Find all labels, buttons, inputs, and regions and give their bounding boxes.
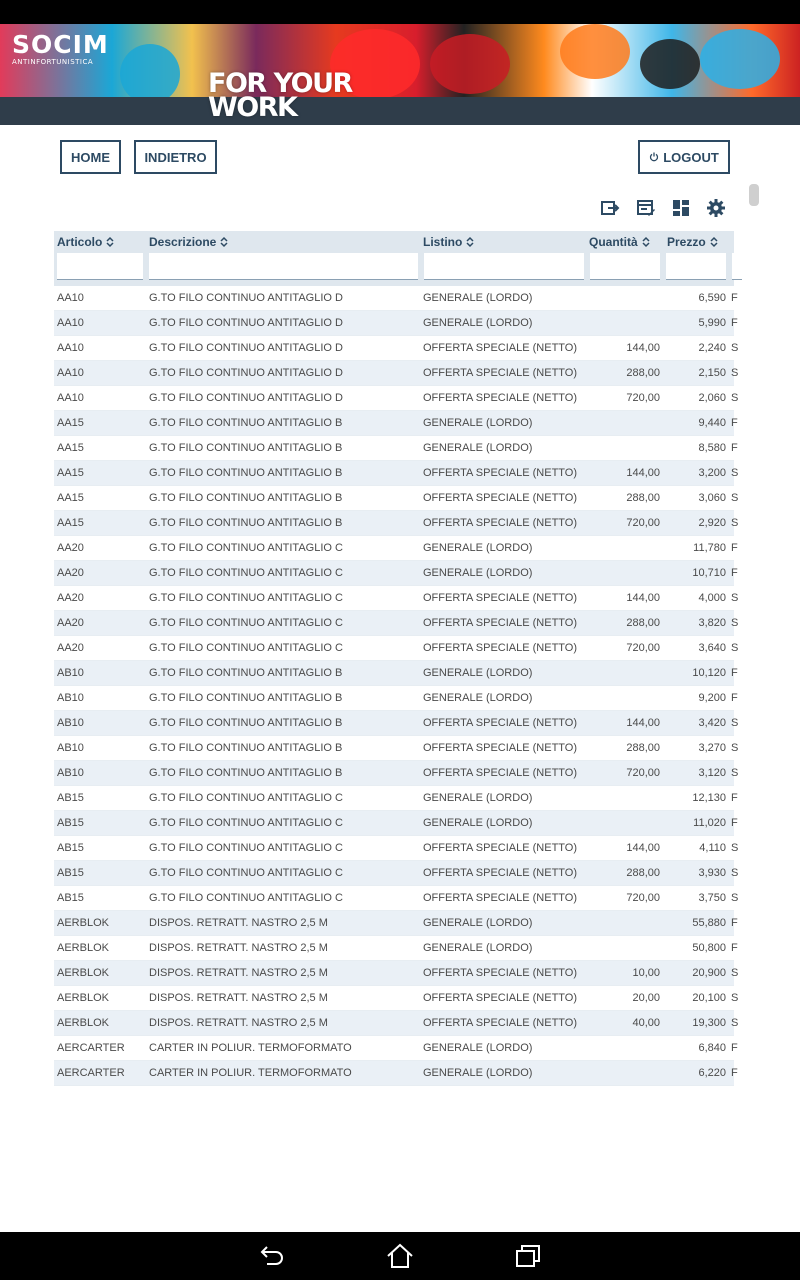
cell-prezzo: 2,920 <box>698 517 726 529</box>
cell-listino: OFFERTA SPECIALE (NETTO) <box>423 967 578 979</box>
cell-quantita <box>589 786 660 811</box>
cell-listino: GENERALE (LORDO) <box>423 667 533 679</box>
layout-grid-icon[interactable] <box>671 198 691 218</box>
cell-extra: S <box>731 1017 739 1029</box>
cell-articolo: AA20 <box>57 642 84 654</box>
cell-listino: GENERALE (LORDO) <box>423 317 533 329</box>
cell-articolo: AA10 <box>57 317 84 329</box>
cell-extra: F <box>731 792 738 804</box>
column-header-listino[interactable]: Listino <box>423 231 474 253</box>
cell-descrizione: G.TO FILO CONTINUO ANTITAGLIO B <box>149 742 343 754</box>
cell-articolo: AA10 <box>57 342 84 354</box>
cell-articolo: AB10 <box>57 767 84 779</box>
cell-quantita: 720,00 <box>626 892 660 904</box>
scrollbar-thumb[interactable] <box>749 184 759 206</box>
cell-extra: S <box>731 517 739 529</box>
gear-icon[interactable] <box>706 198 726 218</box>
column-header-descrizione[interactable]: Descrizione <box>149 231 228 253</box>
cell-articolo: AA15 <box>57 467 84 479</box>
cell-extra: S <box>731 642 739 654</box>
cell-quantita <box>589 536 660 561</box>
cell-listino: OFFERTA SPECIALE (NETTO) <box>423 367 578 379</box>
table-row[interactable] <box>54 686 738 711</box>
cell-articolo: AA15 <box>57 417 84 429</box>
cell-descrizione: G.TO FILO CONTINUO ANTITAGLIO B <box>149 492 343 504</box>
table-row[interactable] <box>54 961 739 986</box>
sort-icon <box>220 236 228 248</box>
cell-descrizione: G.TO FILO CONTINUO ANTITAGLIO D <box>149 392 343 404</box>
cell-extra: S <box>731 342 739 354</box>
table-row[interactable] <box>54 436 738 461</box>
cell-prezzo: 2,150 <box>698 367 726 379</box>
cell-articolo: AERBLOK <box>57 942 109 954</box>
cell-descrizione: G.TO FILO CONTINUO ANTITAGLIO C <box>149 617 343 629</box>
cell-quantita: 288,00 <box>626 867 660 879</box>
android-nav-bar <box>0 1232 800 1280</box>
cell-listino: GENERALE (LORDO) <box>423 1042 533 1054</box>
cell-articolo: AERBLOK <box>57 917 109 929</box>
cell-quantita: 144,00 <box>626 592 660 604</box>
table-row[interactable] <box>54 336 739 361</box>
cell-listino: OFFERTA SPECIALE (NETTO) <box>423 517 578 529</box>
cell-articolo: AB15 <box>57 792 84 804</box>
cell-articolo: AA15 <box>57 517 84 529</box>
table-row[interactable] <box>54 786 738 811</box>
cell-quantita <box>589 911 660 936</box>
cell-extra: S <box>731 742 739 754</box>
table-row[interactable] <box>54 1011 739 1036</box>
cell-listino: OFFERTA SPECIALE (NETTO) <box>423 1017 578 1029</box>
cell-extra: S <box>731 992 739 1004</box>
table-row[interactable] <box>54 636 739 661</box>
cell-descrizione: CARTER IN POLIUR. TERMOFORMATO <box>149 1067 352 1079</box>
cell-quantita: 720,00 <box>626 642 660 654</box>
cell-prezzo: 10,710 <box>692 567 726 579</box>
cell-descrizione: DISPOS. RETRATT. NASTRO 2,5 M <box>149 967 328 979</box>
cell-prezzo: 12,130 <box>692 792 726 804</box>
cell-articolo: AA15 <box>57 442 84 454</box>
sort-icon <box>642 236 650 248</box>
cell-articolo: AB15 <box>57 867 84 879</box>
cell-extra: F <box>731 1067 738 1079</box>
cell-prezzo: 2,240 <box>698 342 726 354</box>
table-row[interactable] <box>54 511 739 536</box>
header-banner <box>0 24 800 125</box>
export-icon[interactable] <box>600 198 620 218</box>
cell-quantita: 144,00 <box>626 717 660 729</box>
cell-prezzo: 5,990 <box>698 317 726 329</box>
cell-extra: S <box>731 892 739 904</box>
cell-listino: GENERALE (LORDO) <box>423 542 533 554</box>
cell-prezzo: 3,420 <box>698 717 726 729</box>
cell-descrizione: G.TO FILO CONTINUO ANTITAGLIO B <box>149 517 343 529</box>
cell-extra: S <box>731 717 739 729</box>
table-row[interactable] <box>54 486 739 511</box>
cell-extra: S <box>731 767 739 779</box>
recent-apps-icon[interactable] <box>513 1242 543 1270</box>
status-bar <box>0 0 800 24</box>
cell-extra: S <box>731 367 739 379</box>
filter-articolo-input[interactable] <box>57 253 143 280</box>
cell-prezzo: 10,120 <box>692 667 726 679</box>
cell-descrizione: G.TO FILO CONTINUO ANTITAGLIO C <box>149 842 343 854</box>
cell-extra: S <box>731 842 739 854</box>
cell-extra: S <box>731 492 739 504</box>
cell-descrizione: G.TO FILO CONTINUO ANTITAGLIO D <box>149 292 343 304</box>
logout-button[interactable]: LOGOUT <box>638 140 730 174</box>
cell-extra: F <box>731 1042 738 1054</box>
cell-extra: F <box>731 817 738 829</box>
table-row[interactable] <box>54 586 739 611</box>
table-row[interactable] <box>54 886 739 911</box>
cell-articolo: AA20 <box>57 542 84 554</box>
cell-extra: F <box>731 292 738 304</box>
cell-quantita <box>589 1036 660 1061</box>
cell-extra: F <box>731 917 738 929</box>
cell-quantita: 288,00 <box>626 492 660 504</box>
cell-quantita: 288,00 <box>626 742 660 754</box>
cell-descrizione: G.TO FILO CONTINUO ANTITAGLIO B <box>149 717 343 729</box>
cell-listino: OFFERTA SPECIALE (NETTO) <box>423 467 578 479</box>
cell-listino: GENERALE (LORDO) <box>423 692 533 704</box>
cell-prezzo: 19,300 <box>692 1017 726 1029</box>
cell-descrizione: G.TO FILO CONTINUO ANTITAGLIO B <box>149 692 343 704</box>
sort-icon <box>106 236 114 248</box>
cell-descrizione: DISPOS. RETRATT. NASTRO 2,5 M <box>149 942 328 954</box>
cell-listino: GENERALE (LORDO) <box>423 292 533 304</box>
cell-descrizione: G.TO FILO CONTINUO ANTITAGLIO B <box>149 767 343 779</box>
table-row[interactable] <box>54 861 739 886</box>
cell-descrizione: G.TO FILO CONTINUO ANTITAGLIO B <box>149 417 343 429</box>
home-button[interactable]: HOME <box>60 140 121 174</box>
table-body <box>54 286 739 1086</box>
table-header <box>54 231 734 286</box>
cell-listino: OFFERTA SPECIALE (NETTO) <box>423 867 578 879</box>
cell-listino: GENERALE (LORDO) <box>423 417 533 429</box>
cell-quantita <box>589 661 660 686</box>
cell-articolo: AERCARTER <box>57 1067 125 1079</box>
cell-prezzo: 3,750 <box>698 892 726 904</box>
cell-descrizione: DISPOS. RETRATT. NASTRO 2,5 M <box>149 1017 328 1029</box>
cell-listino: OFFERTA SPECIALE (NETTO) <box>423 592 578 604</box>
cell-listino: GENERALE (LORDO) <box>423 817 533 829</box>
cell-descrizione: G.TO FILO CONTINUO ANTITAGLIO C <box>149 867 343 879</box>
table-row[interactable] <box>54 561 738 586</box>
cell-quantita <box>589 311 660 336</box>
cell-extra: S <box>731 967 739 979</box>
table-row[interactable] <box>54 836 739 861</box>
back-button[interactable]: INDIETRO <box>134 140 217 174</box>
cell-extra: F <box>731 667 738 679</box>
cell-quantita: 10,00 <box>632 967 660 979</box>
column-header-prezzo[interactable]: Prezzo <box>667 231 718 253</box>
cell-articolo: AB10 <box>57 692 84 704</box>
cell-prezzo: 20,900 <box>692 967 726 979</box>
cell-listino: OFFERTA SPECIALE (NETTO) <box>423 767 578 779</box>
table-row[interactable] <box>54 661 738 686</box>
table-row[interactable] <box>54 386 739 411</box>
cell-quantita: 720,00 <box>626 392 660 404</box>
cell-articolo: AERBLOK <box>57 992 109 1004</box>
cell-prezzo: 6,590 <box>698 292 726 304</box>
table-row[interactable] <box>54 761 739 786</box>
cell-prezzo: 8,580 <box>698 442 726 454</box>
cell-listino: OFFERTA SPECIALE (NETTO) <box>423 642 578 654</box>
cell-extra: F <box>731 317 738 329</box>
cell-listino: OFFERTA SPECIALE (NETTO) <box>423 992 578 1004</box>
cell-quantita: 144,00 <box>626 342 660 354</box>
cell-quantita: 144,00 <box>626 467 660 479</box>
cell-listino: OFFERTA SPECIALE (NETTO) <box>423 717 578 729</box>
cell-descrizione: DISPOS. RETRATT. NASTRO 2,5 M <box>149 992 328 1004</box>
power-icon <box>649 152 659 162</box>
cell-extra: S <box>731 867 739 879</box>
cell-extra: F <box>731 567 738 579</box>
cell-articolo: AB10 <box>57 717 84 729</box>
cell-articolo: AA15 <box>57 492 84 504</box>
cell-articolo: AA10 <box>57 292 84 304</box>
column-header-extra <box>731 231 734 253</box>
slogan: FOR YOUR WORK <box>208 68 352 123</box>
cell-listino: OFFERTA SPECIALE (NETTO) <box>423 892 578 904</box>
table-row[interactable] <box>54 361 739 386</box>
filter-prezzo-input[interactable] <box>666 253 726 280</box>
filter-descrizione-input[interactable] <box>149 253 418 280</box>
cell-prezzo: 20,100 <box>692 992 726 1004</box>
cell-descrizione: CARTER IN POLIUR. TERMOFORMATO <box>149 1042 352 1054</box>
cell-listino: OFFERTA SPECIALE (NETTO) <box>423 842 578 854</box>
cell-prezzo: 3,120 <box>698 767 726 779</box>
sort-icon <box>466 236 474 248</box>
cell-descrizione: G.TO FILO CONTINUO ANTITAGLIO C <box>149 817 343 829</box>
cell-quantita: 144,00 <box>626 842 660 854</box>
banner-strip <box>0 97 800 125</box>
table-row[interactable] <box>54 1061 738 1086</box>
cell-extra: F <box>731 442 738 454</box>
cell-prezzo: 50,800 <box>692 942 726 954</box>
cell-descrizione: G.TO FILO CONTINUO ANTITAGLIO C <box>149 892 343 904</box>
cell-descrizione: G.TO FILO CONTINUO ANTITAGLIO B <box>149 667 343 679</box>
cell-prezzo: 4,000 <box>698 592 726 604</box>
cell-prezzo: 9,200 <box>698 692 726 704</box>
cell-descrizione: G.TO FILO CONTINUO ANTITAGLIO D <box>149 342 343 354</box>
cell-articolo: AB15 <box>57 892 84 904</box>
table-row[interactable] <box>54 286 738 311</box>
cell-prezzo: 2,060 <box>698 392 726 404</box>
cell-prezzo: 6,840 <box>698 1042 726 1054</box>
cell-prezzo: 3,820 <box>698 617 726 629</box>
cell-extra: F <box>731 417 738 429</box>
cell-articolo: AA20 <box>57 567 84 579</box>
filter-quantita-input[interactable] <box>590 253 660 280</box>
cell-listino: OFFERTA SPECIALE (NETTO) <box>423 342 578 354</box>
cell-descrizione: DISPOS. RETRATT. NASTRO 2,5 M <box>149 917 328 929</box>
cell-quantita: 20,00 <box>632 992 660 1004</box>
filter-extra-input[interactable] <box>732 253 742 280</box>
cell-quantita <box>589 811 660 836</box>
cell-extra: F <box>731 942 738 954</box>
cell-descrizione: G.TO FILO CONTINUO ANTITAGLIO C <box>149 792 343 804</box>
cell-prezzo: 3,930 <box>698 867 726 879</box>
column-header-articolo[interactable]: Articolo <box>57 231 114 253</box>
cell-prezzo: 3,270 <box>698 742 726 754</box>
cell-prezzo: 11,020 <box>693 817 726 829</box>
table-row[interactable] <box>54 1036 738 1061</box>
cell-prezzo: 3,640 <box>698 642 726 654</box>
cell-listino: GENERALE (LORDO) <box>423 942 533 954</box>
cell-extra: S <box>731 592 739 604</box>
cell-quantita <box>589 286 660 311</box>
cell-listino: OFFERTA SPECIALE (NETTO) <box>423 742 578 754</box>
cell-quantita <box>589 411 660 436</box>
cell-articolo: AA10 <box>57 392 84 404</box>
back-icon[interactable] <box>257 1242 287 1270</box>
cell-quantita <box>589 561 660 586</box>
cell-articolo: AB10 <box>57 667 84 679</box>
filter-listino-input[interactable] <box>424 253 584 280</box>
cell-prezzo: 9,440 <box>698 417 726 429</box>
table-row[interactable] <box>54 986 739 1011</box>
table-row[interactable] <box>54 936 738 961</box>
cell-descrizione: G.TO FILO CONTINUO ANTITAGLIO C <box>149 567 343 579</box>
cell-extra: S <box>731 467 739 479</box>
cell-listino: OFFERTA SPECIALE (NETTO) <box>423 392 578 404</box>
cell-articolo: AERBLOK <box>57 1017 109 1029</box>
column-header-quantita[interactable]: Quantità <box>589 231 650 253</box>
socim-logo: SOCIM ANTINFORTUNISTICA <box>12 30 109 66</box>
cell-descrizione: G.TO FILO CONTINUO ANTITAGLIO B <box>149 467 343 479</box>
cell-quantita: 288,00 <box>626 617 660 629</box>
table-row[interactable] <box>54 411 738 436</box>
cell-descrizione: G.TO FILO CONTINUO ANTITAGLIO D <box>149 367 343 379</box>
cell-quantita: 40,00 <box>632 1017 660 1029</box>
cell-quantita <box>589 686 660 711</box>
cell-articolo: AB15 <box>57 842 84 854</box>
sort-icon <box>710 236 718 248</box>
cell-extra: F <box>731 692 738 704</box>
home-icon[interactable] <box>385 1242 415 1270</box>
cell-extra: S <box>731 392 739 404</box>
cell-prezzo: 6,220 <box>698 1067 726 1079</box>
cell-listino: GENERALE (LORDO) <box>423 1067 533 1079</box>
cell-listino: GENERALE (LORDO) <box>423 917 533 929</box>
cell-listino: OFFERTA SPECIALE (NETTO) <box>423 492 578 504</box>
cell-listino: OFFERTA SPECIALE (NETTO) <box>423 617 578 629</box>
cell-articolo: AB15 <box>57 817 84 829</box>
table-row[interactable] <box>54 711 739 736</box>
cell-listino: GENERALE (LORDO) <box>423 567 533 579</box>
cell-prezzo: 3,060 <box>698 492 726 504</box>
table-row[interactable] <box>54 811 738 836</box>
cell-quantita <box>589 1061 660 1086</box>
cell-descrizione: G.TO FILO CONTINUO ANTITAGLIO B <box>149 442 343 454</box>
cell-listino: GENERALE (LORDO) <box>423 442 533 454</box>
cell-descrizione: G.TO FILO CONTINUO ANTITAGLIO C <box>149 542 343 554</box>
table-row[interactable] <box>54 461 739 486</box>
cell-articolo: AA20 <box>57 617 84 629</box>
cell-quantita: 720,00 <box>626 767 660 779</box>
cell-prezzo: 11,780 <box>693 542 726 554</box>
cell-quantita <box>589 936 660 961</box>
table-row[interactable] <box>54 611 739 636</box>
cell-quantita: 288,00 <box>626 367 660 379</box>
cell-prezzo: 3,200 <box>698 467 726 479</box>
cell-extra: S <box>731 617 739 629</box>
cell-listino: GENERALE (LORDO) <box>423 792 533 804</box>
table-row[interactable] <box>54 311 738 336</box>
table-row[interactable] <box>54 911 738 936</box>
cell-extra: F <box>731 542 738 554</box>
cell-articolo: AERCARTER <box>57 1042 125 1054</box>
cell-prezzo: 55,880 <box>692 917 726 929</box>
table-row[interactable] <box>54 536 738 561</box>
cell-quantita: 720,00 <box>626 517 660 529</box>
price-table <box>54 231 739 1087</box>
cell-articolo: AB10 <box>57 742 84 754</box>
table-row[interactable] <box>54 736 739 761</box>
cell-articolo: AA10 <box>57 367 84 379</box>
cell-descrizione: G.TO FILO CONTINUO ANTITAGLIO D <box>149 317 343 329</box>
cell-prezzo: 4,110 <box>699 842 726 854</box>
cell-articolo: AERBLOK <box>57 967 109 979</box>
cell-descrizione: G.TO FILO CONTINUO ANTITAGLIO C <box>149 642 343 654</box>
edit-table-icon[interactable] <box>636 198 656 218</box>
cell-quantita <box>589 436 660 461</box>
cell-articolo: AA20 <box>57 592 84 604</box>
cell-descrizione: G.TO FILO CONTINUO ANTITAGLIO C <box>149 592 343 604</box>
